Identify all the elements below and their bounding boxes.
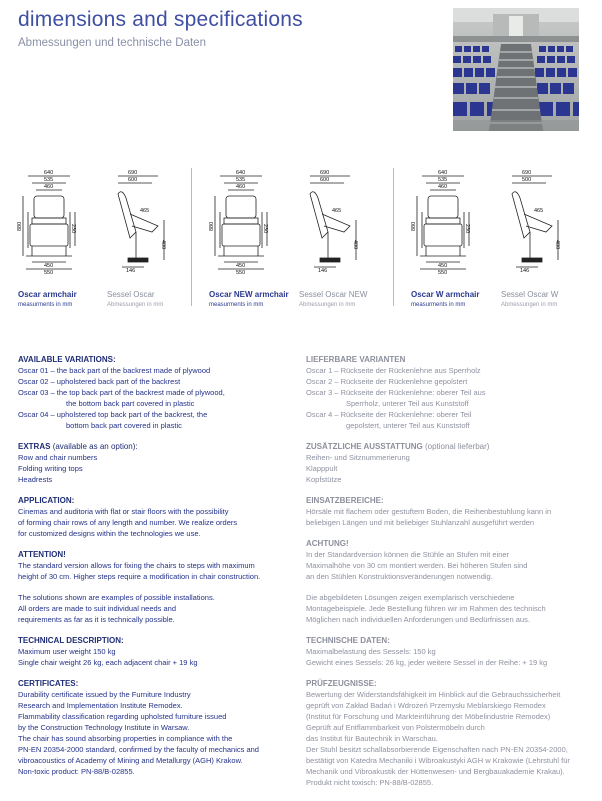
text-line: height of 30 cm. Higher steps require a modification in chair construction.: [18, 572, 261, 581]
text-line: Mechanik und Vibroakustik der Hüttenwesen- und Bergbauakademie Krakau).: [306, 767, 565, 776]
section-heading: CERTIFICATES:: [18, 679, 79, 688]
product-unit-de: Abmessungen in mm: [501, 302, 558, 308]
text-line: PN-EN 20354-2000 standard, confirmed by the faculty of mechanics and: [18, 745, 259, 754]
product-name-de: Sessel Oscar W: [501, 290, 559, 299]
product-unit: measurments in mm: [411, 302, 466, 308]
text-line: Der Stuhl besitzt schallabsorbierende Eigenschaften nach PN-EN 20354-2000,: [306, 745, 568, 754]
text-line: Montagebeispiele. Jede Bestellung führen wir im Rahmen des technisch: [306, 604, 546, 613]
text-line: geprüft von Zakład Badań i Wdrożeń Przemysłu Meblarskiego Remodex: [306, 701, 546, 710]
text-line: Single chair weight 26 kg, each adjacent chair + 19 kg: [18, 658, 198, 667]
technical-section: [18, 635, 296, 668]
side-seat-depth-label: 400: [554, 240, 560, 250]
text-line: Maximalbelastung des Sessels: 150 kg: [306, 647, 436, 656]
side-top-outer-label: 690: [320, 170, 330, 176]
section-heading: AVAILABLE VARIATIONS:: [18, 355, 116, 364]
side-base-label: 146: [520, 268, 530, 274]
side-arm-label: 465: [332, 208, 342, 214]
section-heading-note: (available as an option):: [52, 442, 138, 451]
text-line: In der Standardversion können die Stühle an Stufen mit einer: [306, 550, 510, 559]
text-line: Produkt nicht toxisch: PN-88/B-02855.: [306, 778, 434, 787]
list-item: gepolstert, unterer Teil aus Kunststoff: [346, 421, 470, 430]
front-top-mid-label: 535: [236, 177, 246, 183]
product-3-drawings: [412, 168, 584, 283]
section-heading: EINSATZBEREICHE:: [306, 496, 384, 505]
text-line: an den Stühlen Konstruktionsveränderungen notwendig.: [306, 572, 493, 581]
list-item: Oscar 3 – Rückseite der Rückenlehne: oberer Teil aus: [306, 388, 486, 397]
application-section-de: [306, 495, 590, 528]
product-3-caption-en: [411, 290, 479, 308]
list-item: bottom back part covered in plastic: [66, 421, 182, 430]
solutions-section-de: [306, 592, 590, 625]
product-2-drawings: [210, 168, 382, 283]
list-item: Oscar 03 – the top back part of the backrest made of plywood,: [18, 388, 225, 397]
text-line: Möglichen nach individuellen Anforderungen und Bedürfnissen aus.: [306, 615, 530, 624]
text-line: Bewertung der Widerstandsfähigkeit im Hinblick auf die Gebrauchssicherheit: [306, 690, 561, 699]
side-view-chair: [118, 176, 164, 267]
side-seat-depth-label: 400: [160, 240, 166, 250]
section-heading: APPLICATION:: [18, 496, 75, 505]
text-line: Hörsäle mit flachem oder gestuftem Boden, die Reihenbestuhlung kann in: [306, 507, 552, 516]
front-seat-label: 230: [262, 224, 268, 234]
product-2-caption-de: [299, 290, 367, 308]
page-title: dimensions and specifications: [18, 8, 303, 31]
product-unit-de: Abmessungen in mm: [107, 302, 164, 308]
side-view-chair: [512, 176, 558, 267]
text-line: Geprüft auf Entflammbarkeit von Polstermöbeln durch: [306, 723, 485, 732]
text-line: bestätigt von Katedra Mechaniki i Wibroakustyki AGH w Krakowie (Lehrstuhl für: [306, 756, 570, 765]
specs-english: [18, 354, 296, 787]
product-1-drawings: [18, 168, 190, 283]
technical-section-de: [306, 635, 590, 668]
list-item: the bottom back part covered in plastic: [66, 399, 195, 408]
section-heading: ACHTUNG!: [306, 539, 349, 548]
front-bottom-outer-label: 550: [236, 270, 246, 276]
text-line: Gewicht eines Sessels: 26 kg, jeder weitere Sessel in der Reihe: + 19 kg: [306, 658, 548, 667]
text-line: das Institut für Bautechnik in Warschau.: [306, 734, 438, 743]
product-unit-de: Abmessungen in mm: [299, 302, 356, 308]
list-item: Oscar 4 – Rückseite der Rückenlehne: oberer Teil: [306, 410, 472, 419]
side-seat-depth-label: 400: [352, 240, 358, 250]
front-top-mid-label: 535: [438, 177, 448, 183]
solutions-section: [18, 592, 296, 625]
text-line: Maximum user weight 150 kg: [18, 647, 116, 656]
front-bottom-inner-label: 450: [236, 263, 246, 269]
list-item: Oscar 04 – upholstered top back part of the backrest, the: [18, 410, 208, 419]
list-item: Sperrholz, unterer Teil aus Kunststoff: [346, 399, 469, 408]
front-bottom-outer-label: 550: [438, 270, 448, 276]
text-line: (Institut für Forschung und Markteinführung der Möbelindustrie Remodex): [306, 712, 551, 721]
front-bottom-inner-label: 450: [44, 263, 54, 269]
product-1-caption-en: [18, 290, 77, 308]
section-heading: TECHNICAL DESCRIPTION:: [18, 636, 124, 645]
text-line: All orders are made to suit individual needs and: [18, 604, 177, 613]
text-line: The standard version allows for fixing the chairs to steps with maximum: [18, 561, 255, 570]
list-item: Headrests: [18, 475, 53, 484]
product-name-de: Sessel Oscar: [107, 290, 155, 299]
application-section: [18, 495, 296, 539]
variations-section-de: [306, 354, 590, 431]
list-item: Oscar 1 – Rückseite der Rückenlehne aus Sperrholz: [306, 366, 481, 375]
front-top-outer-label: 640: [44, 170, 54, 176]
side-top-inner-label: 500: [522, 177, 532, 183]
front-top-inner-label: 460: [438, 184, 448, 190]
side-base-label: 146: [318, 268, 328, 274]
front-height-label: 880: [209, 221, 215, 231]
text-line: Research and Implementation Institute Remodex.: [18, 701, 183, 710]
section-heading: EXTRAS: [18, 442, 51, 451]
side-top-inner-label: 600: [128, 177, 138, 183]
list-item: Oscar 01 – the back part of the backrest made of plywood: [18, 366, 211, 375]
extras-section-de: [306, 441, 590, 485]
side-top-inner-label: 600: [320, 177, 330, 183]
list-item: Oscar 02 – upholstered back part of the backrest: [18, 377, 181, 386]
front-top-mid-label: 535: [44, 177, 54, 183]
text-line: Cinemas and auditoria with flat or stair floors with the possibility: [18, 507, 229, 516]
text-line: The solutions shown are examples of possible installations.: [18, 593, 215, 602]
text-line: requirements as far as it is technically possible.: [18, 615, 175, 624]
list-item: Kopfstütze: [306, 475, 342, 484]
text-line: Die abgebildeten Lösungen zeigen exemplarisch verschiedene: [306, 593, 515, 602]
text-line: by the Construction Technology Institute in Warsaw.: [18, 723, 190, 732]
front-top-outer-label: 640: [438, 170, 448, 176]
side-arm-label: 465: [534, 208, 544, 214]
divider: [393, 168, 394, 306]
divider: [191, 168, 192, 306]
front-top-outer-label: 640: [236, 170, 246, 176]
front-seat-label: 230: [70, 224, 76, 234]
front-top-inner-label: 460: [44, 184, 54, 190]
product-name: Oscar W armchair: [411, 290, 480, 299]
product-3-caption-de: [501, 290, 558, 308]
section-heading: ATTENTION!: [18, 550, 66, 559]
text-line: vibroacoustics of Academy of Mining and Metallurgy (AGH) Krakow.: [18, 756, 243, 765]
variations-section: [18, 354, 296, 431]
section-heading: ZUSÄTZLICHE AUSSTATTUNG: [306, 442, 423, 451]
attention-section: [18, 549, 296, 582]
text-line: The chair has sound absorbing properties in compliance with the: [18, 734, 233, 743]
text-line: for customized designs within the technologies we use.: [18, 529, 201, 538]
list-item: Row and chair numbers: [18, 453, 98, 462]
section-heading-note: (optional lieferbar): [424, 442, 490, 451]
list-item: Folding writing tops: [18, 464, 83, 473]
extras-section: [18, 441, 296, 485]
product-unit: measurments in mm: [209, 302, 264, 308]
section-heading: TECHNISCHE DATEN:: [306, 636, 390, 645]
text-line: of forming chair rows of any length and number. We realize orders: [18, 518, 238, 527]
section-heading: LIEFERBARE VARIANTEN: [306, 355, 406, 364]
front-bottom-outer-label: 550: [44, 270, 54, 276]
text-line: beliebigen Längen und mit beliebiger Stuhlanzahl ausgeführt werden: [306, 518, 535, 527]
side-top-outer-label: 690: [522, 170, 532, 176]
attention-section-de: [306, 538, 590, 582]
side-arm-label: 465: [140, 208, 150, 214]
specs-german: [306, 354, 590, 798]
product-unit: measurments in mm: [18, 302, 73, 308]
auditorium-photo: [453, 8, 579, 131]
product-name: Oscar NEW armchair: [209, 290, 289, 299]
text-line: Flammability classification regarding upholsted furniture issued: [18, 712, 227, 721]
list-item: Klapppult: [306, 464, 338, 473]
certificates-section: [18, 678, 296, 777]
front-height-label: 880: [411, 221, 417, 231]
product-1-caption-de: [107, 290, 163, 308]
side-top-outer-label: 690: [128, 170, 138, 176]
front-bottom-inner-label: 450: [438, 263, 448, 269]
page-subtitle: Abmessungen und technische Daten: [18, 37, 206, 49]
front-seat-label: 230: [464, 224, 470, 234]
text-line: Non-toxic product: PN-88/B-02855.: [18, 767, 135, 776]
side-view-chair: [310, 176, 356, 267]
list-item: Reihen- und Sitznummerierung: [306, 453, 410, 462]
section-heading: PRÜFZEUGNISSE:: [306, 679, 377, 688]
product-name-de: Sessel Oscar NEW: [299, 290, 368, 299]
product-2-caption-en: [209, 290, 289, 308]
certificates-section-de: [306, 678, 590, 788]
side-base-label: 146: [126, 268, 136, 274]
front-height-label: 880: [17, 221, 23, 231]
text-line: Maximalhöhe von 30 cm montiert werden. Bei höheren Stufen sind: [306, 561, 528, 570]
list-item: Oscar 2 – Rückseite der Rückenlehne gepolstert: [306, 377, 468, 386]
text-line: Durability certificate issued by the Furniture Industry: [18, 690, 191, 699]
product-name: Oscar armchair: [18, 290, 77, 299]
front-top-inner-label: 460: [236, 184, 246, 190]
